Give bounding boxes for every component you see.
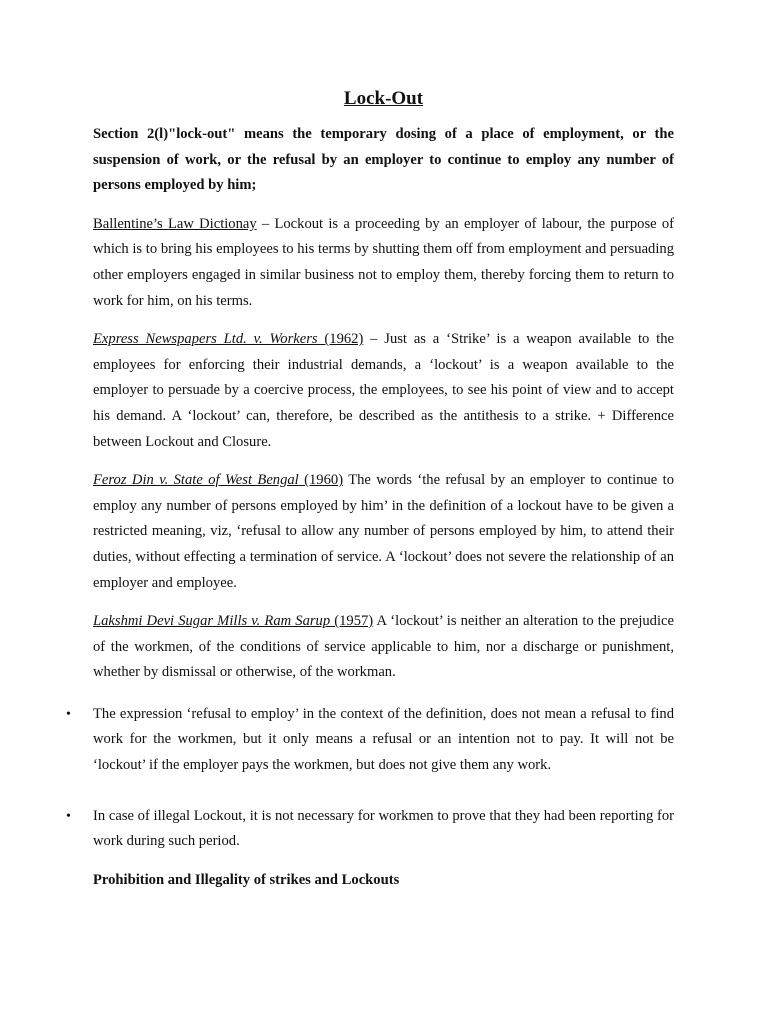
bullet-list (66, 702, 674, 855)
ballentine-paragraph (93, 212, 674, 314)
lakshmi-text: A ‘lockout’ is neither an alteration to the prejudice of the workmen, of the conditions of service applicable to him, nor a discharge or punishment, whether by dismissal or otherwise, of the workman. (93, 613, 674, 681)
page-title: Lock-Out (343, 88, 424, 109)
section-definition: Section 2(l)"lock-out" means the temporary dosing of a place of employment, or the suspension of work, or the refusal by an employer to continue to employ any number of persons employed by him; (93, 126, 674, 194)
bullet-text-1: The expression ‘refusal to employ’ in the context of the definition, does not mean a refusal to find work for the workmen, but it only means a refusal or an intention not to pay. It will not be ‘lockout’ if the employer pays the workmen, but does not give them any work. (93, 705, 674, 774)
list-item (66, 702, 674, 779)
express-text: – Just as a ‘Strike’ is a weapon available to the employees for enforcing their industrial demands, a ‘lockout’ is a weapon available to the employer to persuade by a coercive process, the employees, to see his point of view and to accept his demand. A ‘lockout’ can, therefore, be described as the antithesis to a strike. + Difference between Lockout and Closure. (93, 331, 674, 450)
express-paragraph (93, 327, 674, 455)
feroz-paragraph (93, 468, 674, 596)
feroz-text: The words ‘the refusal by an employer to continue to employ any number of persons employed by him’ in the definition of a lockout have to be given a restricted meaning, viz, ‘refusal to allow any number of persons employed by him, to attend their duties, without effecting a termination of service. A ‘lockout’ does not severe the relationship of an employer and employee. (93, 472, 674, 591)
express-case-year: (1962) (317, 331, 364, 348)
express-case-name: Express Newspapers Ltd. v. Workers (93, 331, 318, 348)
bullet-icon: • (66, 808, 71, 824)
ballentine-source: Ballentine’s Law Dictionay (93, 215, 257, 232)
lakshmi-case-name: Lakshmi Devi Sugar Mills v. Ram Sarup (93, 613, 331, 630)
lakshmi-case-year: (1957) (330, 613, 374, 630)
lakshmi-paragraph (93, 609, 674, 686)
feroz-case-year: (1960) (298, 472, 344, 489)
feroz-case-name: Feroz Din v. State of West Bengal (93, 472, 299, 489)
document-page (66, 86, 674, 893)
list-item (66, 804, 674, 855)
bullet-text-2: In case of illegal Lockout, it is not necessary for workmen to prove that they had been reporting for work during such period. (93, 807, 674, 850)
ballentine-text: – Lockout is a proceeding by an employer of labour, the purpose of which is to bring his employees to his terms by shutting them off from employment and persuading other employers engaged in similar business not to employ them, thereby forcing them to return to work for him, on his terms. (93, 215, 674, 309)
bullet-icon: • (66, 706, 71, 722)
section-heading: Prohibition and Illegality of strikes and Lockouts (93, 871, 400, 888)
